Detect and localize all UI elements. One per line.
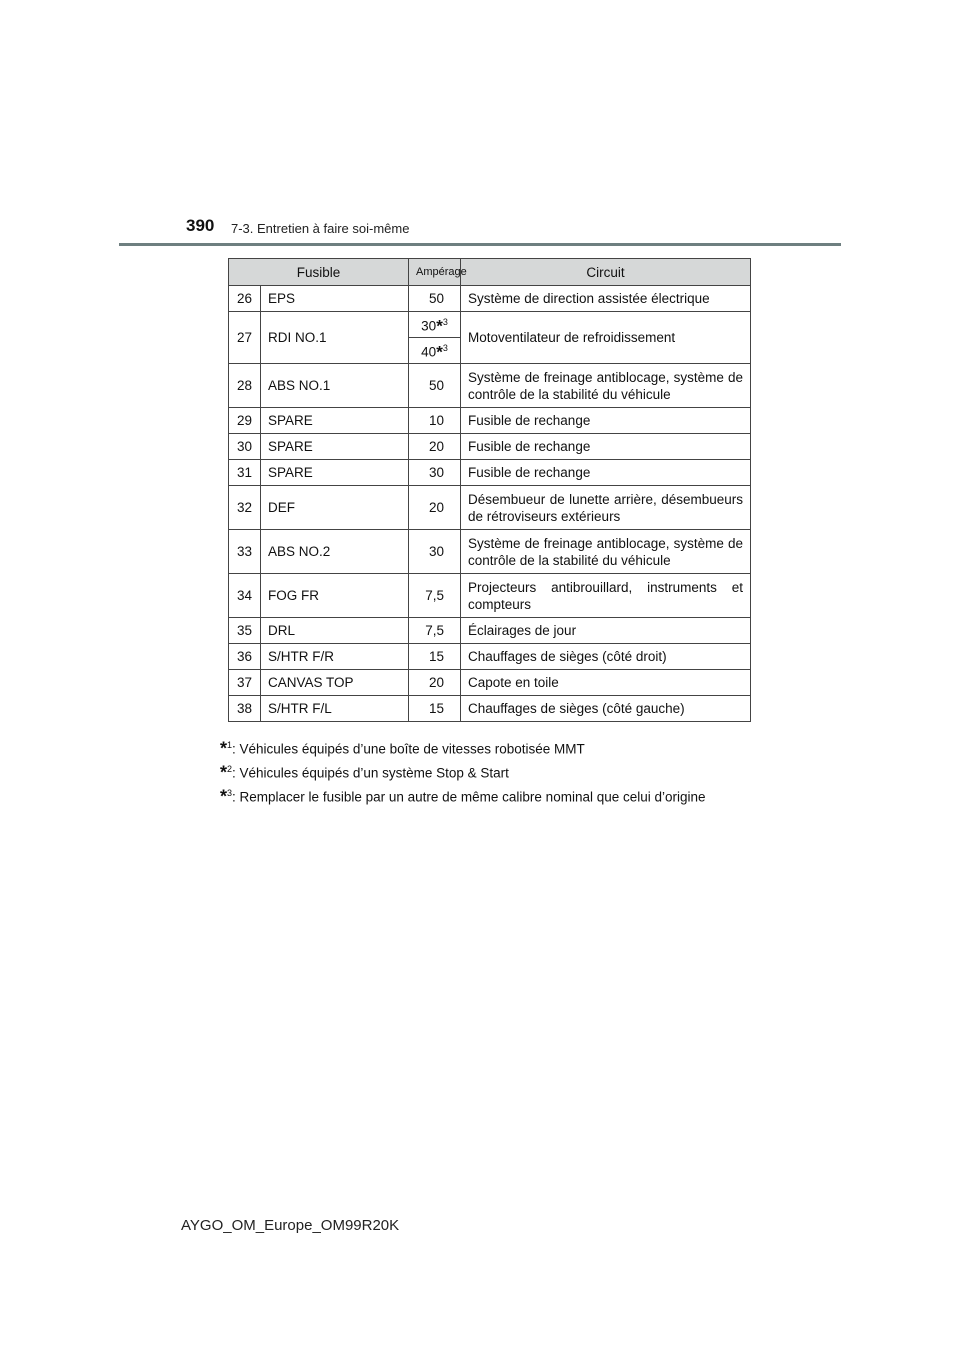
fuse-number: 37 [229, 670, 261, 696]
fuse-circuit [461, 486, 751, 530]
fuse-circuit: Motoventilateur de refroidissement [461, 312, 751, 364]
circuit-line: de rétroviseurs extérieurs [468, 508, 621, 524]
fuse-amperage: 30 [409, 460, 461, 486]
fuse-name: ABS NO.2 [261, 530, 409, 574]
fuse-circuit: Chauffages de sièges (côté droit) [461, 644, 751, 670]
fuse-name: DRL [261, 618, 409, 644]
footnote [220, 735, 820, 759]
circuit-line: contrôle de la stabilité du véhicule [468, 552, 671, 568]
fuse-number: 28 [229, 364, 261, 408]
fuse-circuit [461, 530, 751, 574]
page-number: 390 [186, 216, 215, 235]
circuit-line: contrôle de la stabilité du véhicule [468, 386, 671, 402]
fuse-amperage: 20 [409, 434, 461, 460]
fuse-name: S/HTR F/R [261, 644, 409, 670]
fuse-circuit: Éclairages de jour [461, 618, 751, 644]
footnote-number: 1 [227, 740, 233, 750]
table-row [229, 312, 751, 338]
fuse-amperage: 15 [409, 644, 461, 670]
fuse-amperage: 10 [409, 408, 461, 434]
amperage-value: 40 [421, 344, 437, 360]
fuse-number: 35 [229, 618, 261, 644]
circuit-line: Désembueur de lunette arrière, désembueurs [468, 491, 743, 507]
fuse-name: DEF [261, 486, 409, 530]
fuse-number: 36 [229, 644, 261, 670]
fuse-name: EPS [261, 286, 409, 312]
table-row [229, 408, 751, 434]
footnote-text: : Véhicules équipés d’un système Stop & Start [232, 765, 509, 781]
circuit-line: Système de freinage antiblocage, système de [468, 535, 743, 551]
footnote-mark: * [436, 342, 443, 362]
table-row [229, 434, 751, 460]
column-header-amperage: Ampérage [409, 259, 461, 286]
footnotes [220, 735, 820, 807]
fuse-circuit: Système de direction assistée électrique [461, 286, 751, 312]
fuse-amperage: 7,5 [409, 618, 461, 644]
fuse-number: 34 [229, 574, 261, 618]
section-title: 7-3. Entretien à faire soi-même [231, 221, 410, 236]
footnote-star: * [220, 786, 228, 807]
fuse-name: SPARE [261, 408, 409, 434]
fuse-name: RDI NO.1 [261, 312, 409, 364]
fuse-name: FOG FR [261, 574, 409, 618]
table-row [229, 286, 751, 312]
fuse-name: SPARE [261, 434, 409, 460]
fuse-amperage: 15 [409, 696, 461, 722]
table-row [229, 618, 751, 644]
circuit-line: Système de freinage antiblocage, système de [468, 369, 743, 385]
fuse-name: ABS NO.1 [261, 364, 409, 408]
table-row [229, 530, 751, 574]
column-header-fuse: Fusible [229, 259, 409, 286]
footnote-text: : Véhicules équipés d’une boîte de vitesses robotisée MMT [232, 741, 585, 757]
fuse-circuit: Fusible de rechange [461, 434, 751, 460]
fuse-amperage: 7,5 [409, 574, 461, 618]
footnote-mark: * [436, 316, 443, 336]
fuse-name: SPARE [261, 460, 409, 486]
table-row [229, 696, 751, 722]
table-row [229, 460, 751, 486]
fuse-amperage: 20 [409, 670, 461, 696]
fuse-amperage: 30 [409, 530, 461, 574]
table-row [229, 670, 751, 696]
footnote-number: 3 [227, 788, 233, 798]
fuse-number: 31 [229, 460, 261, 486]
table-row [229, 486, 751, 530]
fuse-amperage: 50 [409, 364, 461, 408]
fuse-table [228, 258, 751, 722]
amperage-value: 30 [421, 318, 437, 334]
circuit-line: Projecteurs antibrouillard, instruments et [468, 579, 743, 595]
fuse-amperage: 50 [409, 286, 461, 312]
footnote-text: : Remplacer le fusible par un autre de même calibre nominal que celui d’origine [232, 789, 706, 805]
fuse-circuit: Capote en toile [461, 670, 751, 696]
fuse-circuit: Fusible de rechange [461, 460, 751, 486]
document-code: AYGO_OM_Europe_OM99R20K [181, 1217, 400, 1234]
header-rule [119, 243, 841, 246]
table-row [229, 574, 751, 618]
footnote-number: 2 [227, 764, 233, 774]
fuse-name: CANVAS TOP [261, 670, 409, 696]
fuse-amperage-option [409, 312, 461, 338]
footnote-ref: 3 [442, 343, 448, 354]
fuse-circuit [461, 574, 751, 618]
fuse-number: 33 [229, 530, 261, 574]
footnote [220, 783, 820, 807]
fuse-name: S/HTR F/L [261, 696, 409, 722]
footnote [220, 759, 820, 783]
footnote-star: * [220, 762, 228, 783]
fuse-number: 32 [229, 486, 261, 530]
footnote-star: * [220, 738, 228, 759]
table-row [229, 364, 751, 408]
footnote-ref: 3 [442, 317, 448, 328]
fuse-circuit: Fusible de rechange [461, 408, 751, 434]
fuse-number: 27 [229, 312, 261, 364]
fuse-number: 29 [229, 408, 261, 434]
fuse-amperage: 20 [409, 486, 461, 530]
circuit-line: compteurs [468, 596, 532, 612]
fuse-number: 38 [229, 696, 261, 722]
table-row [229, 644, 751, 670]
fuse-number: 30 [229, 434, 261, 460]
fuse-number: 26 [229, 286, 261, 312]
fuse-circuit [461, 364, 751, 408]
column-header-circuit: Circuit [461, 259, 751, 286]
fuse-amperage-option [409, 338, 461, 364]
fuse-circuit: Chauffages de sièges (côté gauche) [461, 696, 751, 722]
table-header-row [229, 259, 751, 286]
